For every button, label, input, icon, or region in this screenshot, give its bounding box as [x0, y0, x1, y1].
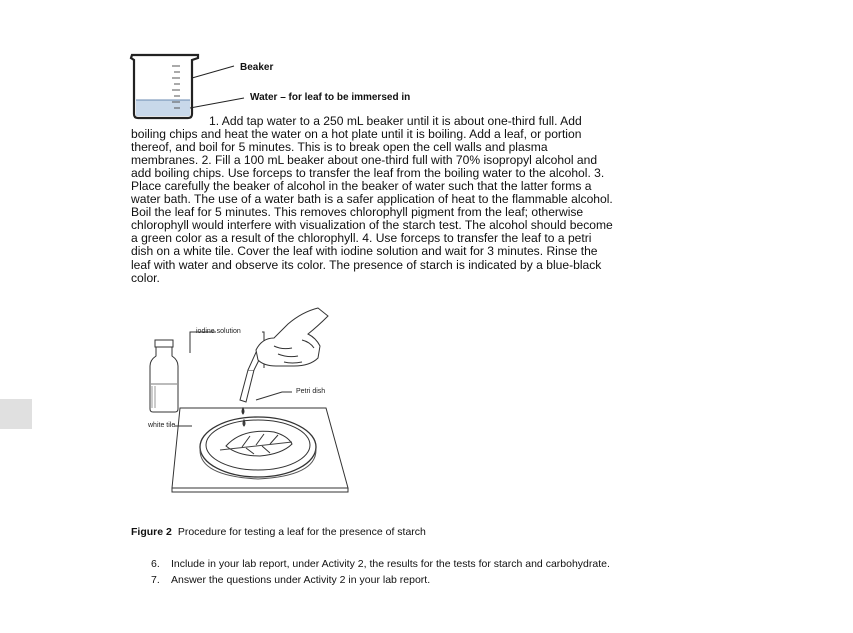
- figure-caption-text: Procedure for testing a leaf for the presence of starch: [177, 526, 426, 538]
- beaker-label: Beaker: [240, 62, 274, 73]
- figure-number: Figure 2: [131, 526, 172, 538]
- procedure-line: thereof, and boil for 5 minutes. This is to break open the cell walls and plasma: [131, 140, 548, 155]
- list-item: [151, 572, 610, 588]
- procedure-line: water bath. The use of a water bath is a safer application of heat to the flammable alcohol.: [131, 192, 613, 207]
- list-item: [151, 556, 610, 572]
- side-tab[interactable]: [0, 399, 32, 429]
- steps-list: [151, 556, 610, 588]
- beaker-illustration: [128, 52, 248, 122]
- procedure-line: a green color as a result of the chlorophyll. 4. Use forceps to transfer the leaf to a petri: [131, 231, 592, 246]
- procedure-paragraph: [131, 115, 651, 285]
- procedure-line: dish on a white tile. Cover the leaf with iodine solution and wait for 3 minutes. Rinse the: [131, 244, 598, 259]
- procedure-line: Boil the leaf for 5 minutes. This removes chlorophyll pigment from the leaf; otherwise: [131, 205, 584, 220]
- starch-test-figure: [142, 304, 362, 504]
- procedure-line: color.: [131, 270, 160, 285]
- procedure-line: add boiling chips. Use forceps to transfer the leaf from the boiling water to the alcohol. 3.: [131, 166, 605, 181]
- water-label: Water – for leaf to be immersed in: [250, 92, 411, 103]
- procedure-line: Place carefully the beaker of alcohol in the beaker of water such that the latter forms a: [131, 179, 592, 194]
- procedure-line: chlorophyll would interfere with visualization of the starch test. The alcohol should become: [131, 218, 613, 233]
- white-tile-label: white tile: [148, 422, 176, 429]
- iodine-solution-label: iodine solution: [196, 328, 241, 335]
- dropper: [240, 370, 254, 402]
- procedure-line: 1. Add tap water to a 250 mL beaker until it is about one-third full. Add: [209, 114, 582, 128]
- iodine-bottle: [150, 347, 178, 412]
- step-number: 6.: [151, 558, 160, 570]
- procedure-line: membranes. 2. Fill a 100 mL beaker about one-third full with 70% isopropyl alcohol and: [131, 153, 598, 168]
- petri-dish-label: Petri dish: [296, 388, 326, 395]
- step-text: Answer the questions under Activity 2 in your lab report.: [171, 574, 431, 586]
- hand: [256, 308, 328, 366]
- step-number: 7.: [151, 574, 160, 586]
- figure-caption: [131, 526, 426, 538]
- procedure-line: leaf with water and observe its color. The presence of starch is indicated by a blue-black: [131, 257, 602, 272]
- step-text: Include in your lab report, under Activity 2, the results for the tests for starch and carbohydrate.: [171, 558, 610, 570]
- procedure-line: boiling chips and heat the water on a hot plate until it is boiling. Add a leaf, or portion: [131, 127, 582, 142]
